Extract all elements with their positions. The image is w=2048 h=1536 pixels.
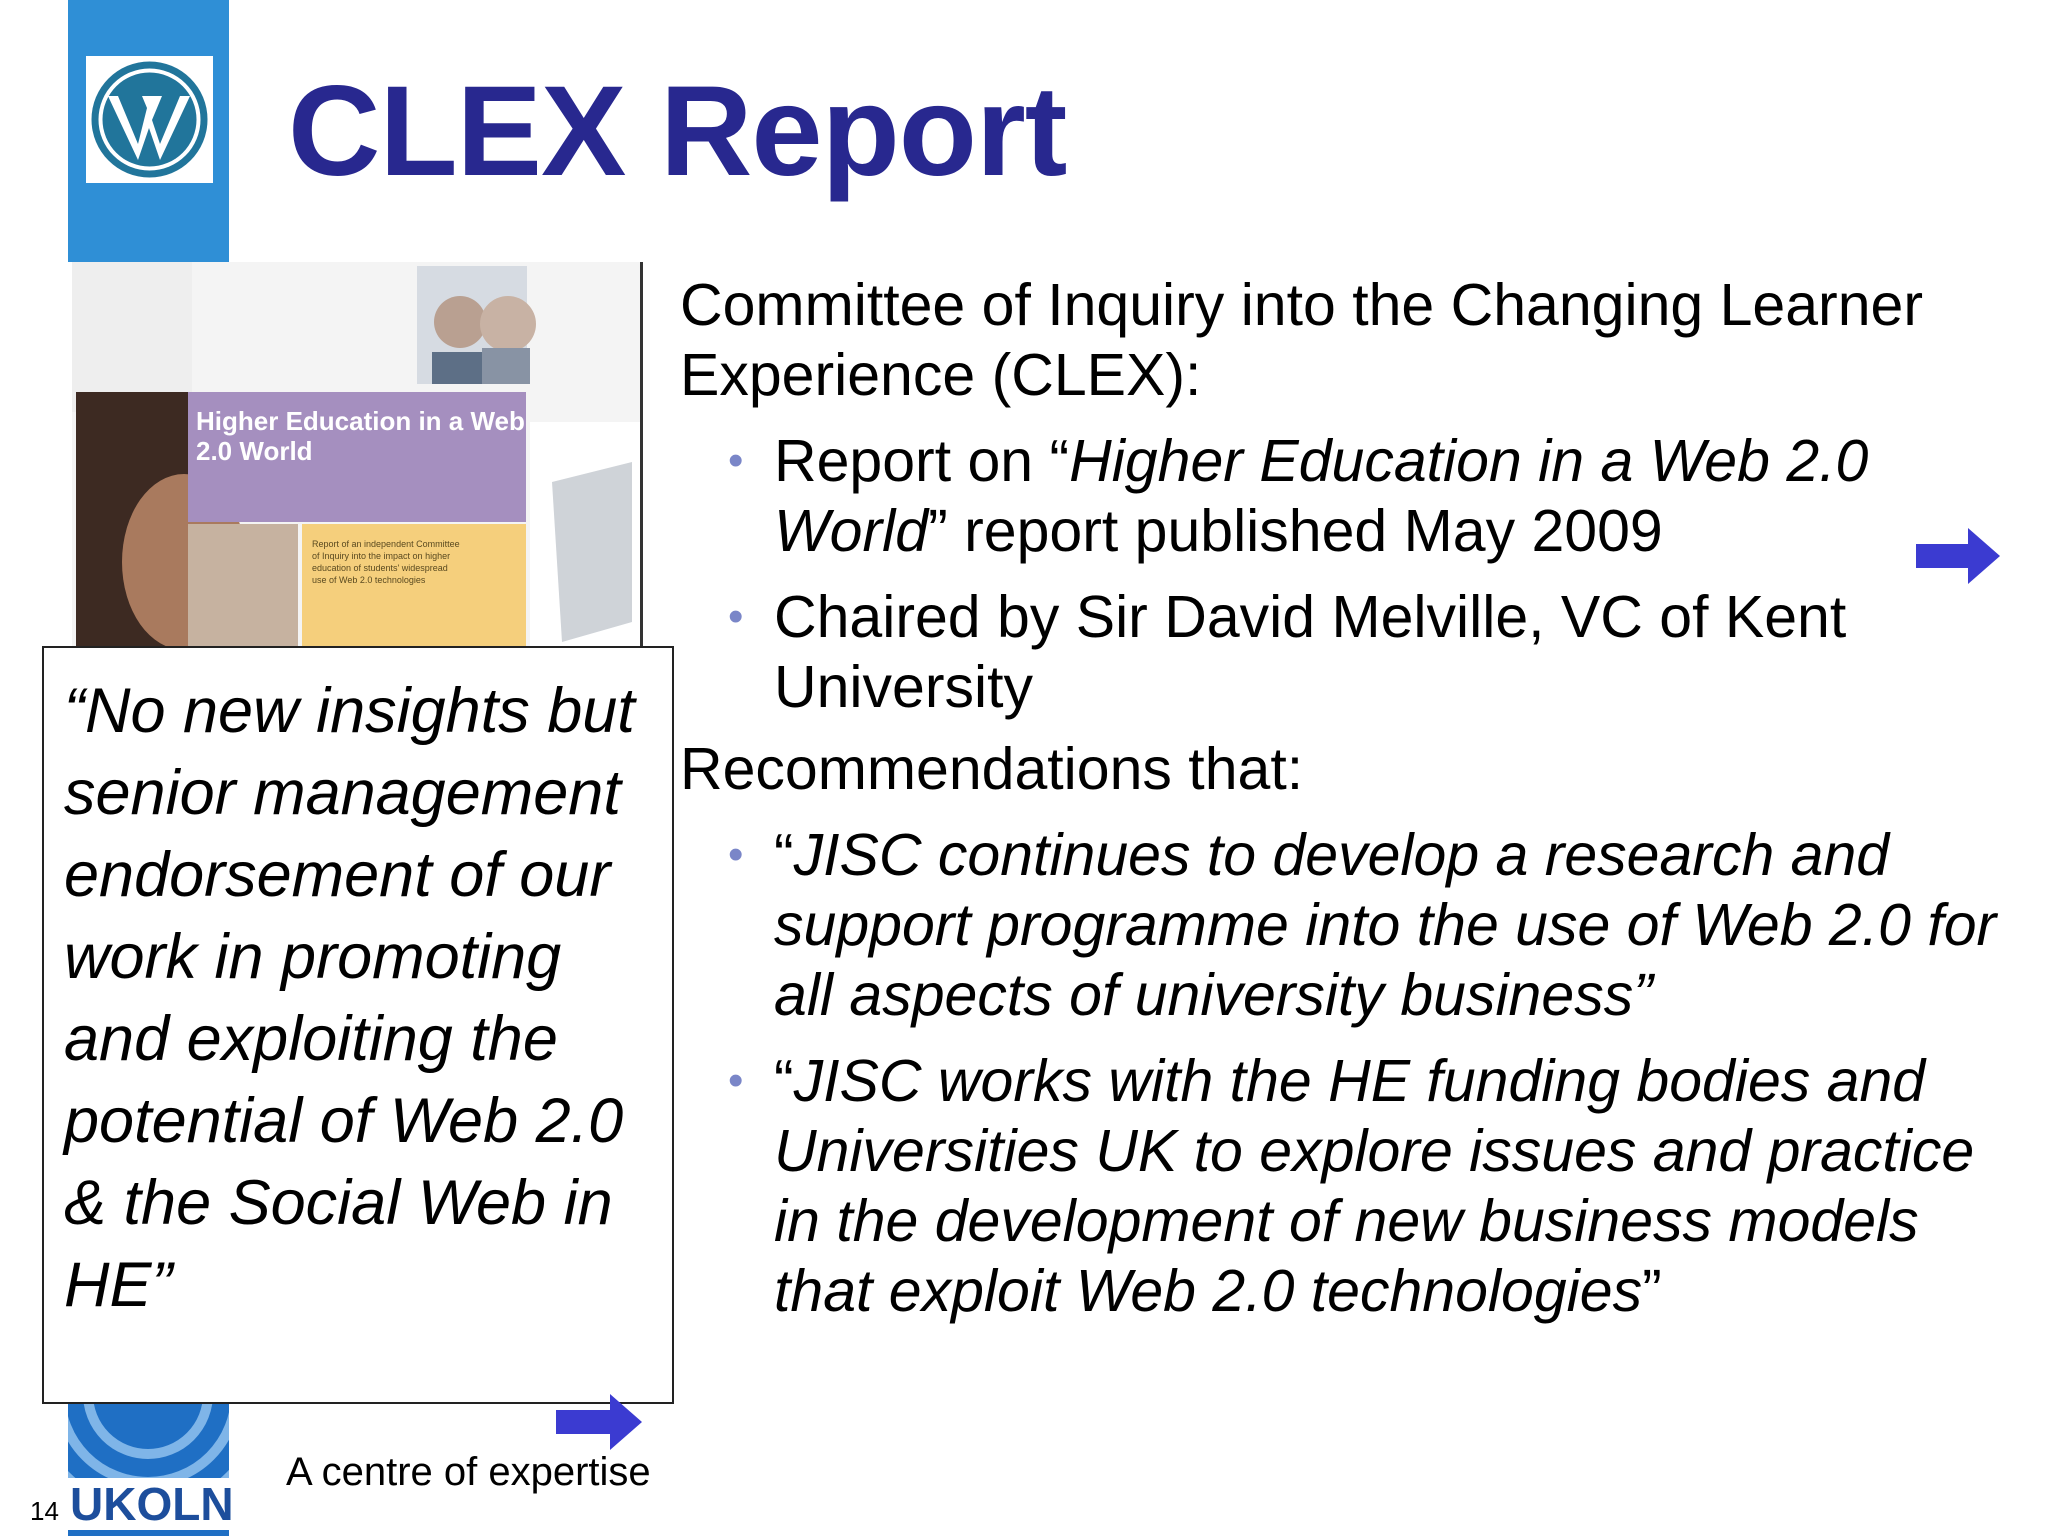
bullet-dot-icon: • (728, 830, 744, 879)
bullet-chair (680, 582, 2000, 722)
bullet-rec-1-pre: “ (774, 822, 794, 888)
page-number: 14 (30, 1496, 59, 1526)
intro-text: Committee of Inquiry into the Changing Learner Experience (CLEX): (680, 272, 1923, 408)
report-cover-image (72, 262, 642, 648)
cover-subtitle-4: use of Web 2.0 technologies (312, 575, 426, 585)
quote-text: No new insights but senior management endorsement of our work in promoting and exploiting the potential of Web 2.0 & the Social Web in HE (64, 676, 635, 1320)
report-cover-graphic (72, 262, 642, 648)
right-arrow-icon[interactable] (556, 1394, 642, 1450)
bullet-dot-icon: • (728, 1056, 744, 1105)
cover-subtitle-3: education of students' widespread (312, 563, 448, 573)
quote-close: ” (151, 1250, 173, 1320)
bullet-report-pre: Report on “ (774, 428, 1070, 494)
cover-subtitle-2: of Inquiry into the impact on higher (312, 551, 451, 561)
bullet-rec-2-pre: “ (774, 1048, 794, 1114)
ukoln-brand-text: UKOLN (66, 1478, 238, 1530)
bullet-report-italic: Higher Education in a Web 2.0 World (774, 428, 1869, 564)
cover-subtitle-1: Report of an independent Committee (312, 539, 460, 549)
bullet-rec-1-italic: JISC continues to develop a research and support programme into the use of Web 2.0 for all aspects of university business” (774, 822, 1997, 1028)
bullet-dot-icon: • (728, 436, 744, 485)
bullet-rec-2 (680, 1046, 2000, 1326)
bullet-report-post: ” report published May 2009 (928, 498, 1663, 564)
bullet-rec-2-italic: JISC works with the HE funding bodies and Universities UK to explore issues and practice in the development of new business models that exploit Web 2.0 technologies (774, 1048, 1975, 1324)
right-arrow-icon[interactable] (1916, 528, 2000, 584)
wordpress-logo-icon (86, 56, 213, 183)
bullet-rec-1 (680, 820, 2000, 1030)
quote-open: “ (64, 676, 85, 746)
cover-title-line1: Higher Education in a Web (196, 406, 525, 436)
bullet-chair-text: Chaired by Sir David Melville, VC of Kent University (774, 584, 1847, 720)
quote-box (42, 646, 674, 1404)
cover-title-line2: 2.0 World (196, 436, 313, 466)
main-content (680, 270, 2000, 1338)
cover-divider (640, 262, 643, 648)
bullet-dot-icon: • (728, 592, 744, 641)
recommendations-heading: Recommendations that: (680, 736, 1304, 802)
tagline: A centre of expertise (286, 1450, 651, 1494)
bullet-rec-2-post: ” (1642, 1258, 1662, 1324)
bullet-report (680, 426, 2000, 566)
slide-title: CLEX Report (288, 60, 1067, 203)
